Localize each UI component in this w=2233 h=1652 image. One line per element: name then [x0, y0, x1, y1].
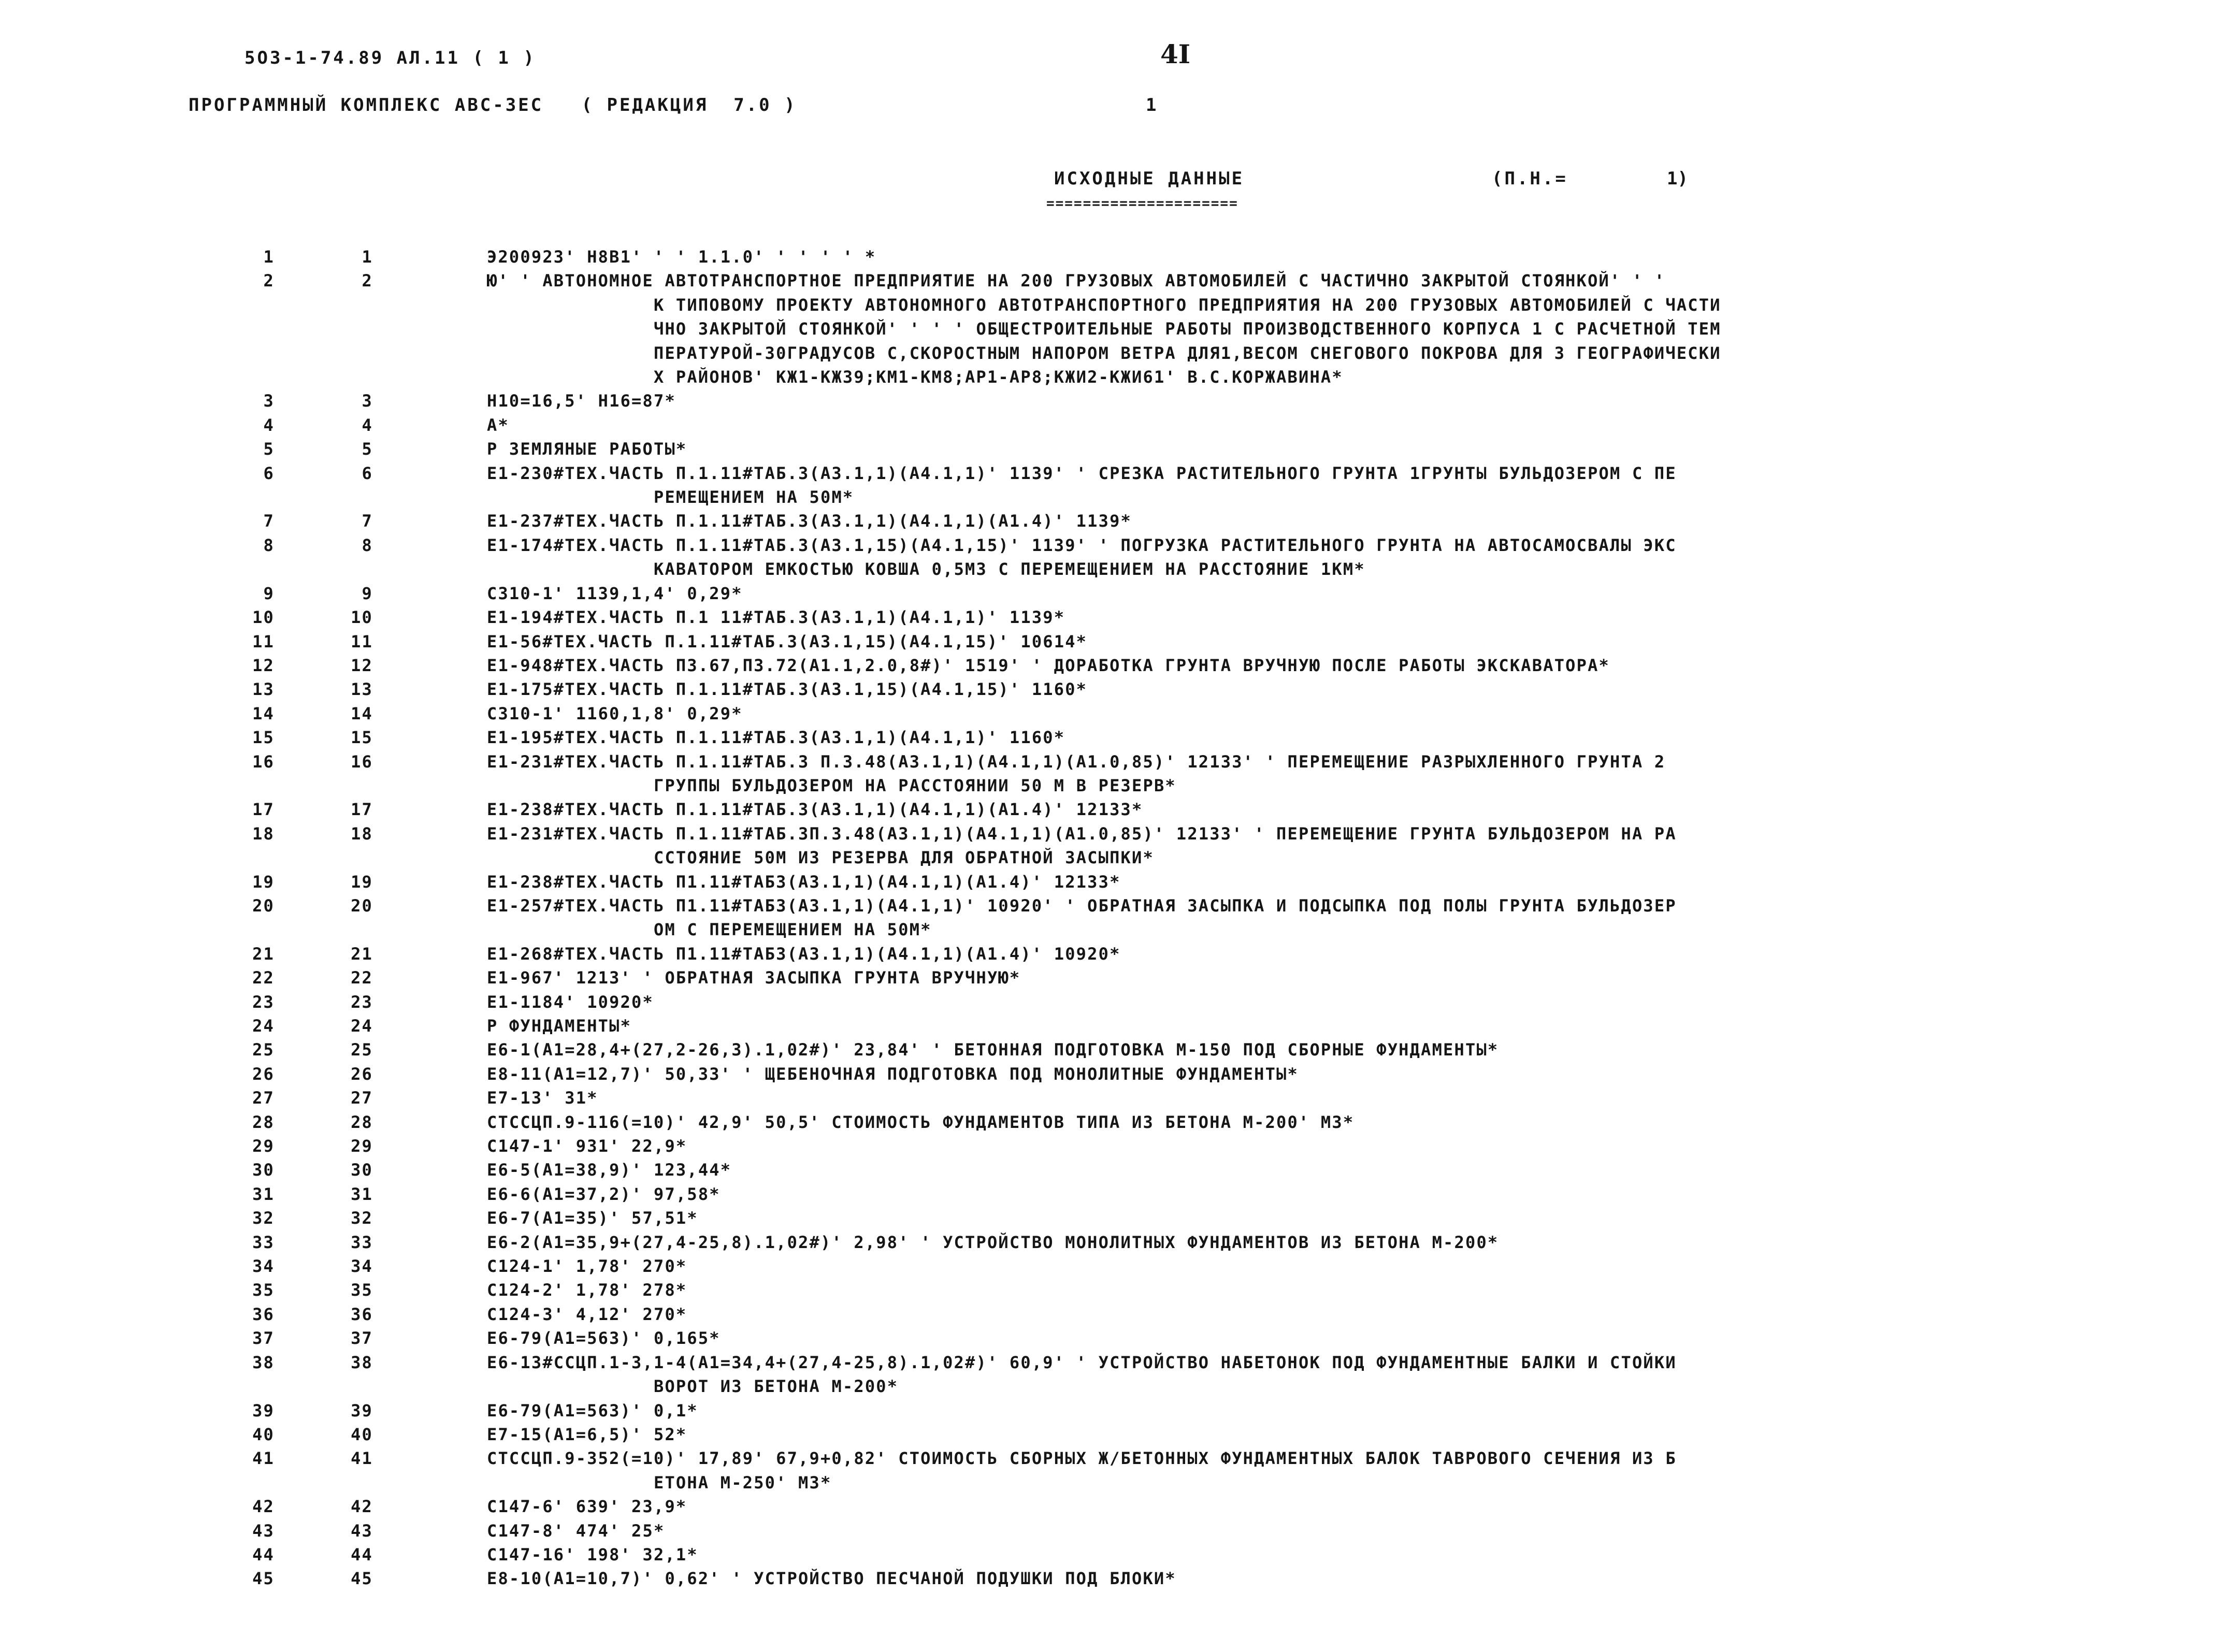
row-number: 25	[252, 1040, 275, 1060]
statement-text: Е1-238#ТЕХ.ЧАСТЬ П1.11#ТАБ3(А3.1,1)(А4.1,1)(А1.4)' 12133*	[487, 872, 1121, 892]
row-number: 40	[252, 1424, 275, 1444]
row-number: 5	[263, 439, 275, 459]
statement-number: 27	[351, 1088, 373, 1108]
row-number: 41	[252, 1448, 275, 1469]
row-number: 4	[263, 415, 275, 435]
row-number: 22	[252, 968, 275, 988]
listing-row	[0, 1278, 2233, 1302]
program-page: 1	[1146, 95, 1157, 115]
row-number: 34	[252, 1256, 275, 1277]
row-number: 24	[252, 1016, 275, 1036]
statement-number: 14	[351, 703, 373, 723]
listing-row	[0, 654, 2233, 677]
row-number: 42	[252, 1497, 275, 1517]
row-number: 11	[252, 631, 275, 651]
statement-text: Е7-15(А1=6,5)' 52*	[487, 1424, 687, 1444]
statement-text: СТССЦП.9-352(=10)' 17,89' 67,9+0,82' СТОИМОСТЬ СБОРНЫХ Ж/БЕТОННЫХ ФУНДАМЕНТНЫХ БАЛОК ТАВРОВОГО СЕЧЕНИЯ ИЗ Б	[487, 1448, 1677, 1469]
row-number: 12	[252, 655, 275, 675]
listing-row	[0, 1302, 2233, 1326]
statement-number: 17	[351, 800, 373, 820]
statement-number: 40	[351, 1424, 373, 1444]
listing-row	[0, 605, 2233, 629]
row-number: 45	[252, 1569, 275, 1589]
statement-text: Е6-79(А1=563)' 0,165*	[487, 1328, 721, 1349]
listing-row	[0, 461, 2233, 510]
statement-text: Е1-238#ТЕХ.ЧАСТЬ П.1.11#ТАБ.3(А3.1,1)(А4.1,1)(А1.4)' 12133*	[487, 800, 1143, 820]
statement-number: 37	[351, 1328, 373, 1349]
statement-number: 10	[351, 607, 373, 628]
statement-text: Е8-10(А1=10,7)' 0,62' ' УСТРОЙСТВО ПЕСЧАНОЙ ПОДУШКИ ПОД БЛОКИ*	[487, 1569, 1176, 1589]
row-number: 32	[252, 1208, 275, 1228]
statement-number: 11	[351, 631, 373, 651]
listing-row	[0, 1254, 2233, 1278]
statement-number: 18	[351, 823, 373, 844]
statement-number: 22	[351, 968, 373, 988]
statement-text: С124-2' 1,78' 278*	[487, 1280, 687, 1300]
row-number: 10	[252, 607, 275, 628]
row-number: 38	[252, 1352, 275, 1372]
statement-number: 4	[362, 415, 373, 435]
row-number: 36	[252, 1304, 275, 1324]
statement-number: 36	[351, 1304, 373, 1324]
statement-text: Е6-6(А1=37,2)' 97,58*	[487, 1184, 721, 1204]
statement-number: 6	[362, 463, 373, 483]
row-number: 17	[252, 800, 275, 820]
statement-continuation: ЧНО ЗАКРЫТОЙ СТОЯНКОЙ' ' ' ' ОБЩЕСТРОИТЕЛЬНЫЕ РАБОТЫ ПРОИЗВОДСТВЕННОГО КОРПУСА 1 С РАСЧЕТНОЙ ТЕМ	[654, 319, 1721, 339]
statement-number: 2	[362, 271, 373, 291]
listing-row	[0, 509, 2233, 533]
statement-continuation: ЕТОНА М-250' М3*	[654, 1472, 832, 1492]
listing-row	[0, 1158, 2233, 1182]
listing-row	[0, 389, 2233, 413]
row-number: 14	[252, 703, 275, 723]
listing-row	[0, 1134, 2233, 1158]
statement-text: Е1-175#ТЕХ.ЧАСТЬ П.1.11#ТАБ.3(А3.1,15)(А4.1,15)' 1160*	[487, 679, 1088, 700]
listing-row	[0, 413, 2233, 437]
statement-text: С147-8' 474' 25*	[487, 1520, 665, 1541]
row-number: 23	[252, 992, 275, 1012]
listing-row	[0, 822, 2233, 870]
listing-row	[0, 1399, 2233, 1423]
statement-number: 31	[351, 1184, 373, 1204]
statement-text: Е6-13#ССЦП.1-3,1-4(А1=34,4+(27,4-25,8).1,02#)' 60,9' ' УСТРОЙСТВО НАБЕТОНОК ПОД ФУНДАМЕНТНЫЕ БАЛКИ И СТОЙКИ	[487, 1352, 1677, 1372]
statement-text: С124-3' 4,12' 270*	[487, 1304, 687, 1324]
statement-number: 3	[362, 391, 373, 411]
listing-row	[0, 269, 2233, 389]
statement-text: Е7-13' 31*	[487, 1088, 598, 1108]
statement-text: Е6-79(А1=563)' 0,1*	[487, 1400, 698, 1421]
row-number: 29	[252, 1136, 275, 1156]
statement-text: Е1-1184' 10920*	[487, 992, 654, 1012]
statement-text: Е1-967' 1213' ' ОБРАТНАЯ ЗАСЫПКА ГРУНТА ВРУЧНУЮ*	[487, 968, 1021, 988]
statement-continuation: ССТОЯНИЕ 50М ИЗ РЕЗЕРВА ДЛЯ ОБРАТНОЙ ЗАСЫПКИ*	[654, 848, 1154, 868]
statement-number: 25	[351, 1040, 373, 1060]
statement-text: Е1-237#ТЕХ.ЧАСТЬ П.1.11#ТАБ.3(А3.1,1)(А4.1,1)(А1.4)' 1139*	[487, 511, 1132, 531]
statement-number: 5	[362, 439, 373, 459]
statement-number: 9	[362, 583, 373, 603]
listing-row	[0, 966, 2233, 990]
statement-number: 20	[351, 895, 373, 916]
row-number: 30	[252, 1160, 275, 1180]
statement-continuation: ПЕРАТУРОЙ-30ГРАДУСОВ С,СКОРОСТНЫМ НАПОРОМ ВЕТРА ДЛЯ1,ВЕСОМ СНЕГОВОГО ПОКРОВА ДЛЯ 3 ГЕОГРАФИЧЕСКИ	[654, 343, 1721, 363]
listing-row	[0, 1062, 2233, 1086]
listing-row	[0, 750, 2233, 798]
listing-row	[0, 1519, 2233, 1543]
row-number: 35	[252, 1280, 275, 1300]
listing-row	[0, 702, 2233, 726]
row-number: 2	[263, 271, 275, 291]
listing-row	[0, 1567, 2233, 1590]
statement-text: Р ФУНДАМЕНТЫ*	[487, 1016, 632, 1036]
program-line: ПРОГРАММНЫЙ КОМПЛЕКС АВС-3ЕС ( РЕДАКЦИЯ 7.0 )	[189, 95, 797, 115]
row-number: 3	[263, 391, 275, 411]
listing-row	[0, 1110, 2233, 1134]
listing-row	[0, 1038, 2233, 1062]
listing-row	[0, 582, 2233, 605]
statement-continuation: РЕМЕЩЕНИЕМ НА 50М*	[654, 487, 854, 508]
listing-row	[0, 1423, 2233, 1446]
statement-text: С124-1' 1,78' 270*	[487, 1256, 687, 1277]
pn-value: 1)	[1667, 168, 1688, 189]
statement-text: Э200923' Н8В1' ' ' 1.1.0' ' ' ' ' *	[487, 247, 876, 267]
statement-number: 41	[351, 1448, 373, 1469]
statement-number: 29	[351, 1136, 373, 1156]
statement-number: 34	[351, 1256, 373, 1277]
listing-body	[0, 245, 2233, 1591]
statement-text: Е1-230#ТЕХ.ЧАСТЬ П.1.11#ТАБ.3(А3.1,1)(А4.1,1)' 1139' ' СРЕЗКА РАСТИТЕЛЬНОГО ГРУНТА 1ГРУНТЫ БУЛЬДОЗЕРОМ С ПЕ	[487, 463, 1677, 483]
listing-row	[0, 1495, 2233, 1518]
statement-text: Е1-194#ТЕХ.ЧАСТЬ П.1 11#ТАБ.3(А3.1,1)(А4.1,1)' 1139*	[487, 607, 1065, 628]
listing-row	[0, 1182, 2233, 1206]
statement-text: С147-6' 639' 23,9*	[487, 1497, 687, 1517]
statement-number: 8	[362, 535, 373, 555]
statement-number: 24	[351, 1016, 373, 1036]
listing-row	[0, 894, 2233, 942]
statement-text: Е6-1(А1=28,4+(27,2-26,3).1,02#)' 23,84' ' БЕТОННАЯ ПОДГОТОВКА М-150 ПОД СБОРНЫЕ ФУНДАМЕНТЫ*	[487, 1040, 1499, 1060]
statement-continuation: КАВАТОРОМ ЕМКОСТЬЮ КОВША 0,5М3 С ПЕРЕМЕЩЕНИЕМ НА РАССТОЯНИЕ 1КМ*	[654, 559, 1365, 579]
row-number: 43	[252, 1520, 275, 1541]
statement-number: 43	[351, 1520, 373, 1541]
row-number: 26	[252, 1064, 275, 1084]
statement-number: 42	[351, 1497, 373, 1517]
statement-continuation: ГРУППЫ БУЛЬДОЗЕРОМ НА РАССТОЯНИИ 50 М В РЕЗЕРВ*	[654, 775, 1176, 795]
statement-continuation: ВОРОТ ИЗ БЕТОНА М-200*	[654, 1376, 899, 1397]
statement-text: Р ЗЕМЛЯНЫЕ РАБОТЫ*	[487, 439, 687, 459]
statement-number: 30	[351, 1160, 373, 1180]
statement-continuation: Х РАЙОНОВ' КЖ1-КЖ39;КМ1-КМ8;АР1-АР8;КЖИ2-КЖИ61' В.С.КОРЖАВИНА*	[654, 367, 1343, 387]
listing-row	[0, 942, 2233, 966]
listing-row	[0, 990, 2233, 1014]
listing-row	[0, 1326, 2233, 1350]
statement-text: С310-1' 1139,1,4' 0,29*	[487, 583, 743, 603]
statement-number: 44	[351, 1544, 373, 1564]
listing-row	[0, 726, 2233, 749]
statement-number: 1	[362, 247, 373, 267]
row-number: 37	[252, 1328, 275, 1349]
statement-number: 33	[351, 1232, 373, 1252]
statement-text: А*	[487, 415, 509, 435]
statement-number: 32	[351, 1208, 373, 1228]
listing-row	[0, 1086, 2233, 1110]
listing-row	[0, 1351, 2233, 1399]
statement-text: Е1-174#ТЕХ.ЧАСТЬ П.1.11#ТАБ.3(А3.1,15)(А4.1,15)' 1139' ' ПОГРУЗКА РАСТИТЕЛЬНОГО ГРУНТА НА АВТОСАМОСВАЛЫ ЭКС	[487, 535, 1677, 555]
statement-text: Е1-948#ТЕХ.ЧАСТЬ П3.67,П3.72(А1.1,2.0,8#)' 1519' ' ДОРАБОТКА ГРУНТА ВРУЧНУЮ ПОСЛЕ РАБОТЫ ЭКСКАВАТОРА*	[487, 655, 1610, 675]
statement-text: Е1-268#ТЕХ.ЧАСТЬ П1.11#ТАБ3(А3.1,1)(А4.1,1)(А1.4)' 10920*	[487, 944, 1121, 964]
listing-row	[0, 630, 2233, 654]
title-underline: =====================	[1046, 196, 1238, 211]
row-number: 8	[263, 535, 275, 555]
statement-text: Е1-231#ТЕХ.ЧАСТЬ П.1.11#ТАБ.3 П.3.48(А3.1,1)(А4.1,1)(А1.0,85)' 12133' ' ПЕРЕМЕЩЕНИЕ РАЗРЫХЛЕННОГО ГРУНТА 2	[487, 751, 1666, 772]
statement-text: С310-1' 1160,1,8' 0,29*	[487, 703, 743, 723]
statement-number: 35	[351, 1280, 373, 1300]
statement-text: Е6-7(А1=35)' 57,51*	[487, 1208, 698, 1228]
row-number: 13	[252, 679, 275, 700]
listing-row	[0, 677, 2233, 701]
row-number: 9	[263, 583, 275, 603]
statement-text: Е1-257#ТЕХ.ЧАСТЬ П1.11#ТАБ3(А3.1,1)(А4.1,1)' 10920' ' ОБРАТНАЯ ЗАСЫПКА И ПОДСЫПКА ПОД ПОЛЫ ГРУНТА БУЛЬДОЗЕР	[487, 895, 1677, 916]
listing-row	[0, 798, 2233, 821]
row-number: 1	[263, 247, 275, 267]
statement-number: 28	[351, 1112, 373, 1132]
row-number: 15	[252, 728, 275, 748]
statement-number: 21	[351, 944, 373, 964]
statement-text: С147-1' 931' 22,9*	[487, 1136, 687, 1156]
page-number: 4I	[1160, 39, 1191, 69]
statement-text: Е6-5(А1=38,9)' 123,44*	[487, 1160, 732, 1180]
statement-text: Е1-195#ТЕХ.ЧАСТЬ П.1.11#ТАБ.3(А3.1,1)(А4.1,1)' 1160*	[487, 728, 1065, 748]
row-number: 21	[252, 944, 275, 964]
statement-number: 38	[351, 1352, 373, 1372]
listing-row	[0, 1206, 2233, 1230]
statement-continuation: ОМ С ПЕРЕМЕЩЕНИЕМ НА 50М*	[654, 920, 932, 940]
row-number: 16	[252, 751, 275, 772]
statement-number: 26	[351, 1064, 373, 1084]
statement-continuation: К ТИПОВОМУ ПРОЕКТУ АВТОНОМНОГО АВТОТРАНСПОРТНОГО ПРЕДПРИЯТИЯ НА 200 ГРУЗОВЫХ АВТОМОБИЛЕЙ С ЧАСТИ	[654, 295, 1721, 315]
row-number: 33	[252, 1232, 275, 1252]
row-number: 28	[252, 1112, 275, 1132]
listing-row	[0, 1014, 2233, 1038]
row-number: 6	[263, 463, 275, 483]
pn-label: (П.Н.=	[1492, 168, 1568, 189]
statement-text: Е1-231#ТЕХ.ЧАСТЬ П.1.11#ТАБ.3П.3.48(А3.1,1)(А4.1,1)(А1.0,85)' 12133' ' ПЕРЕМЕЩЕНИЕ ГРУНТА БУЛЬДОЗЕРОМ НА РА	[487, 823, 1677, 844]
statement-number: 15	[351, 728, 373, 748]
listing-row	[0, 870, 2233, 894]
listing-row	[0, 245, 2233, 269]
statement-text: Ю' ' АВТОНОМНОЕ АВТОТРАНСПОРТНОЕ ПРЕДПРИЯТИЕ НА 200 ГРУЗОВЫХ АВТОМОБИЛЕЙ С ЧАСТИЧНО ЗАКРЫТОЙ СТОЯНКОЙ' ' '	[487, 271, 1666, 291]
statement-number: 23	[351, 992, 373, 1012]
document-code: 5O3-1-74.89 АЛ.11 ( 1 )	[244, 48, 536, 68]
row-number: 39	[252, 1400, 275, 1421]
statement-number: 45	[351, 1569, 373, 1589]
listing-row	[0, 1230, 2233, 1254]
statement-number: 39	[351, 1400, 373, 1421]
listing-row	[0, 437, 2233, 461]
row-number: 44	[252, 1544, 275, 1564]
row-number: 19	[252, 872, 275, 892]
row-number: 7	[263, 511, 275, 531]
statement-number: 19	[351, 872, 373, 892]
listing-row	[0, 533, 2233, 582]
listing-row	[0, 1543, 2233, 1567]
page-title: ИСХОДНЫЕ ДАННЫЕ	[1054, 168, 1245, 189]
statement-number: 13	[351, 679, 373, 700]
statement-text: Е1-56#ТЕХ.ЧАСТЬ П.1.11#ТАБ.3(А3.1,15)(А4.1,15)' 10614*	[487, 631, 1088, 651]
row-number: 18	[252, 823, 275, 844]
row-number: 20	[252, 895, 275, 916]
row-number: 31	[252, 1184, 275, 1204]
statement-text: Н10=16,5' Н16=87*	[487, 391, 676, 411]
statement-text: Е8-11(А1=12,7)' 50,33' ' ЩЕБЕНОЧНАЯ ПОДГОТОВКА ПОД МОНОЛИТНЫЕ ФУНДАМЕНТЫ*	[487, 1064, 1299, 1084]
statement-text: С147-16' 198' 32,1*	[487, 1544, 698, 1564]
statement-text: Е6-2(А1=35,9+(27,4-25,8).1,02#)' 2,98' ' УСТРОЙСТВО МОНОЛИТНЫХ ФУНДАМЕНТОВ ИЗ БЕТОНА М-200*	[487, 1232, 1499, 1252]
listing-row	[0, 1446, 2233, 1495]
statement-number: 7	[362, 511, 373, 531]
statement-number: 12	[351, 655, 373, 675]
row-number: 27	[252, 1088, 275, 1108]
statement-text: СТССЦП.9-116(=10)' 42,9' 50,5' СТОИМОСТЬ ФУНДАМЕНТОВ ТИПА ИЗ БЕТОНА М-200' М3*	[487, 1112, 1355, 1132]
statement-number: 16	[351, 751, 373, 772]
